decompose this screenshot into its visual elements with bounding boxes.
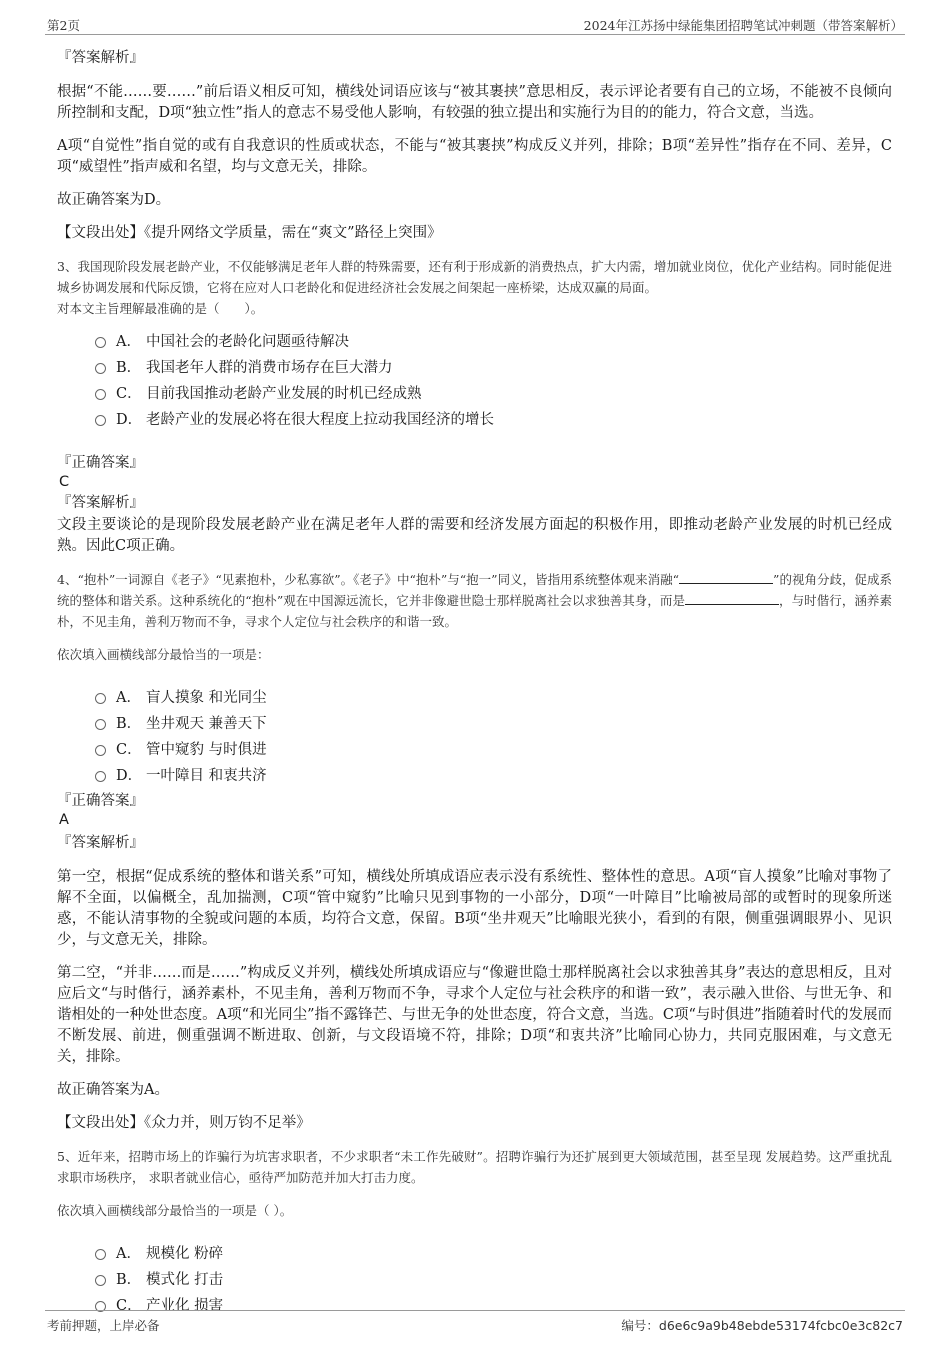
document-title: 2024年江苏扬中绿能集团招聘笔试冲刺题（带答案解析）: [583, 18, 903, 33]
radio-icon[interactable]: [95, 1275, 106, 1286]
q5-option-b[interactable]: B． 模式化 打击: [95, 1265, 892, 1291]
q4-options: [95, 683, 892, 787]
q3-option-a[interactable]: A． 中国社会的老龄化问题亟待解决: [95, 327, 892, 353]
q4-prompt: 依次填入画横线部分最恰当的一项是：: [57, 647, 270, 662]
q2-analysis-label: 『答案解析』: [57, 50, 144, 66]
document-code: 编号：d6e6c9a9b48ebde53174fcbc0e3c82c7: [621, 1318, 903, 1333]
q5-stem: 5、近年来，招聘市场上的诈骗行为坑害求职者，不少求职者“未工作先破财”。招聘诈骗行为还扩展到更大领域范围，甚至呈现 发展趋势。这严重扰乱求职市场秩序， 求职者就业信心，亟待严加防范并加大打击力度。: [57, 1149, 892, 1185]
q5-options: [95, 1239, 892, 1317]
answer-blank-2: [685, 592, 779, 605]
radio-icon[interactable]: [95, 363, 106, 374]
radio-icon[interactable]: [95, 771, 106, 782]
q2-analysis-p3: 故正确答案为D。: [57, 192, 171, 208]
q4-source: 【文段出处】《众力并，则万钧不足举》: [57, 1115, 311, 1131]
q3-options: [95, 327, 892, 431]
q4-option-c[interactable]: C． 管中窥豹 与时俱进: [95, 735, 892, 761]
q2-source: 【文段出处】《提升网络文学质量，需在“爽文”路径上突围》: [57, 225, 442, 241]
page-number: 第2页: [47, 18, 80, 33]
radio-icon[interactable]: [95, 337, 106, 348]
q4-option-b[interactable]: B． 坐井观天 兼善天下: [95, 709, 892, 735]
q4-option-a[interactable]: A． 盲人摸象 和光同尘: [95, 683, 892, 709]
radio-icon[interactable]: [95, 389, 106, 400]
q3-analysis-label: 『答案解析』: [57, 495, 144, 511]
page-header: [45, 14, 905, 35]
q4-analysis-p3: 故正确答案为A。: [57, 1082, 169, 1098]
q4-answer-label: 『正确答案』: [57, 793, 144, 809]
q3-answer: C: [59, 474, 70, 490]
document-body: [57, 40, 892, 1317]
question-5: [57, 1146, 892, 1317]
q3-option-d[interactable]: D． 老龄产业的发展必将在很大程度上拉动我国经济的增长: [95, 405, 892, 431]
question-3: [57, 256, 892, 557]
q3-answer-label: 『正确答案』: [57, 455, 144, 471]
q3-option-b[interactable]: B． 我国老年人群的消费市场存在巨大潜力: [95, 353, 892, 379]
q3-analysis: 文段主要谈论的是现阶段发展老龄产业在满足老年人群的需要和经济发展方面起的积极作用，即推动老龄产业发展的时机已经成熟。因此C项正确。: [57, 517, 892, 554]
q3-option-c[interactable]: C． 目前我国推动老龄产业发展的时机已经成熟: [95, 379, 892, 405]
radio-icon[interactable]: [95, 1249, 106, 1260]
q3-prompt: 对本文主旨理解最准确的是（ ）。: [57, 301, 264, 316]
radio-icon[interactable]: [95, 415, 106, 426]
q3-stem: 3、我国现阶段发展老龄产业，不仅能够满足老年人群的特殊需要，还有利于形成新的消费热点，扩大内需，增加就业岗位，优化产业结构。同时能促进城乡协调发展和代际反馈，它将在应对人口老龄化和促进经济社会发展之间架起一座桥梁，达成双赢的局面。: [57, 259, 892, 295]
answer-blank-1: [679, 571, 773, 584]
radio-icon[interactable]: [95, 693, 106, 704]
page-footer: [45, 1310, 905, 1333]
q4-answer: A: [59, 812, 69, 828]
q2-analysis-p2: A项“自觉性”指自觉的或有自我意识的性质或状态，不能与“被其裹挟”构成反义并列，排除；B项“差异性”指存在不同、差异，C项“威望性”指声威和名望，均与文意无关，排除。: [57, 138, 892, 175]
q4-option-d[interactable]: D． 一叶障目 和衷共济: [95, 761, 892, 787]
footer-slogan: 考前押题，上岸必备: [47, 1318, 160, 1333]
q4-analysis-label: 『答案解析』: [57, 835, 144, 851]
q5-option-c[interactable]: C． 产业化 损害: [95, 1291, 892, 1317]
radio-icon[interactable]: [95, 719, 106, 730]
q5-prompt: 依次填入画横线部分最恰当的一项是（ ）。: [57, 1203, 293, 1218]
q4-stem: 4、“抱朴”一词源自《老子》“见素抱朴，少私寡欲”。《老子》中“抱朴”与“抱一”同义，皆指用系统整体观来消融“ ”的视角分歧，促成系统的整体和谐关系。这种系统化的“抱朴”观在中国源远流长，它并非像避世隐士那样脱离社会以求独善其身，而是 ，与时偕行，涵养素朴，不见圭角，善利万物而不争，寻求个人定位与社会秩序的和谐一致。: [57, 572, 892, 629]
radio-icon[interactable]: [95, 745, 106, 756]
q4-analysis-p2: 第二空，“并非……而是……”构成反义并列，横线处所填成语应与“像避世隐士那样脱离社会以求独善其身”表达的意思相反，且对应后文“与时偕行，涵养素朴，不见圭角，善利万物而不争，寻求个人定位与社会秩序的和谐一致”，表示融入世俗、与世无争、和谐相处的一种处世态度。A项“和光同尘”指不露锋芒、与世无争的处世态度，符合文意，当选。C项“与时俱进”指随着时代的发展而不断发展、前进，侧重强调不断进取、创新，与文段语境不符，排除；D项“和衷共济”比喻同心协力，共同克服困难，与文意无关，排除。: [57, 965, 892, 1065]
q4-analysis-p1: 第一空，根据“促成系统的整体和谐关系”可知，横线处所填成语应表示没有系统性、整体性的意思。A项“盲人摸象”比喻对事物了解不全面，以偏概全，乱加揣测，C项“管中窥豹”比喻只见到事物的一小部分，D项“一叶障目”比喻被局部的或暂时的现象所迷惑，不能认清事物的全貌或问题的本质，均符合文意，保留。B项“坐井观天”比喻眼光狭小，看到的有限，侧重强调眼界小、见识少，与文意无关，排除。: [57, 869, 892, 948]
q5-option-a[interactable]: A． 规模化 粉碎: [95, 1239, 892, 1265]
q2-analysis-p1: 根据“不能……要……”前后语义相反可知，横线处词语应该与“被其裹挟”意思相反，表示评论者要有自己的立场，不能被不良倾向所控制和支配，D项“独立性”指人的意志不易受他人影响，有较强的独立提出和实施行为目的的能力，符合文意，当选。: [57, 84, 892, 121]
question-4: [57, 569, 892, 1134]
